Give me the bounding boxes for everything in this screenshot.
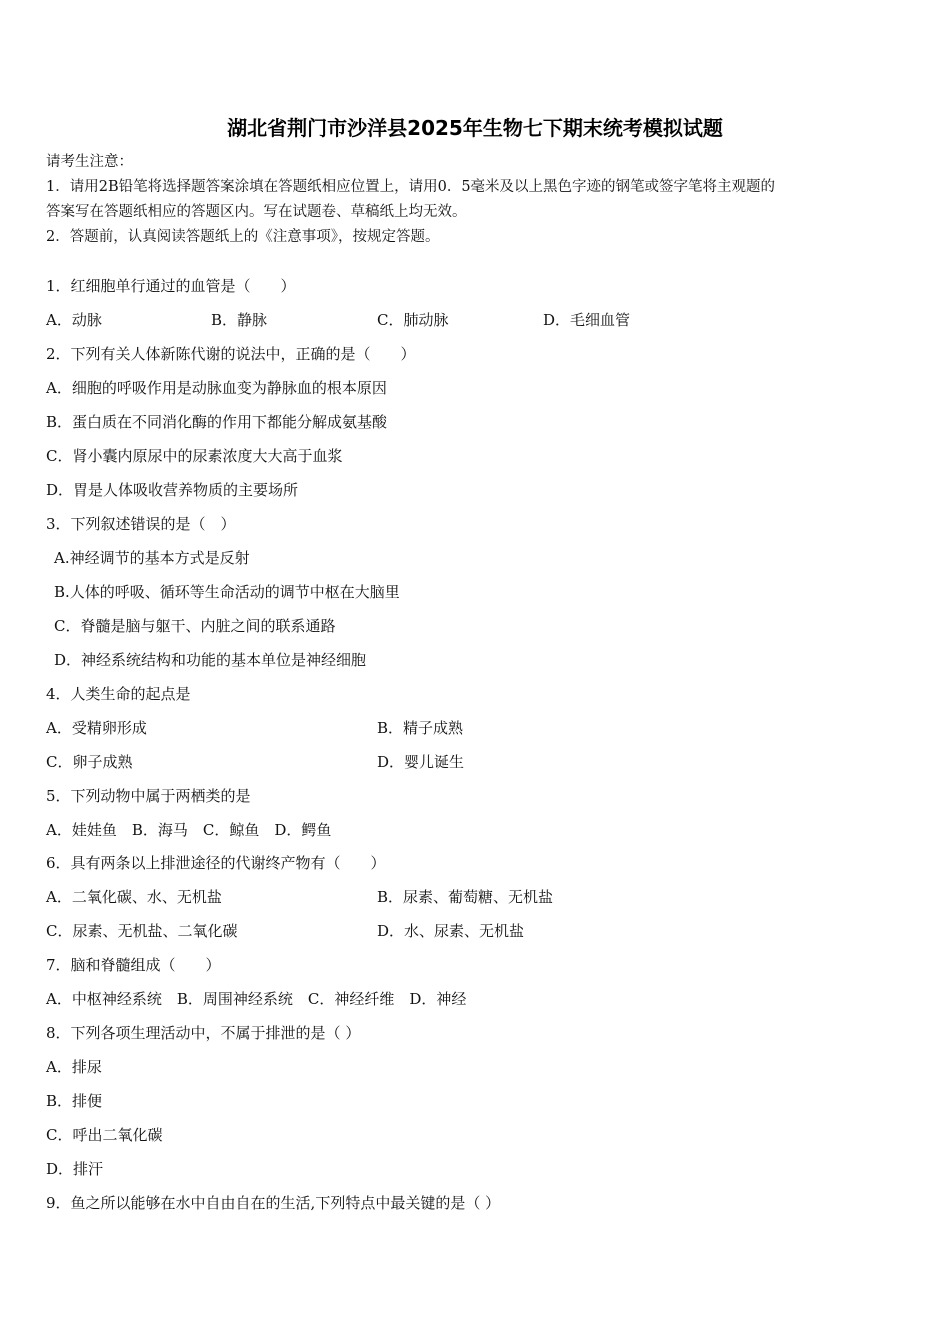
- question-4-option-c: C．卵子成熟: [46, 753, 133, 771]
- question-7-options: A．中枢神经系统 B．周围神经系统 C．神经纤维 D．神经: [46, 990, 467, 1008]
- question-6-option-b: B．尿素、葡萄糖、无机盐: [377, 888, 554, 906]
- question-9-stem: 9．鱼之所以能够在水中自由自在的生活,下列特点中最关键的是（ ）: [46, 1194, 501, 1212]
- question-8-option-d: D．排汗: [46, 1160, 104, 1178]
- question-2-option-a: A．细胞的呼吸作用是动脉血变为静脉血的根本原因: [46, 379, 387, 397]
- question-1-option-d: D．毛细血管: [543, 311, 631, 329]
- question-3-option-a: A.神经调节的基本方式是反射: [54, 549, 250, 567]
- question-4-option-a: A．受精卵形成: [46, 719, 147, 737]
- question-3-stem: 3．下列叙述错误的是（ ）: [46, 515, 236, 533]
- question-4-stem: 4．人类生命的起点是: [46, 685, 191, 703]
- notice-item-1-line-1: 1．请用2B铅笔将选择题答案涂填在答题纸相应位置上，请用0．5毫米及以上黑色字迹的钢笔或签字笔将主观题的: [46, 179, 776, 195]
- question-8-stem: 8．下列各项生理活动中，不属于排泄的是（ ）: [46, 1024, 361, 1042]
- question-6-option-c: C．尿素、无机盐、二氧化碳: [46, 922, 238, 940]
- notice-item-1-line-2: 答案写在答题纸相应的答题区内。写在试题卷、草稿纸上均无效。: [46, 204, 467, 220]
- question-8-option-b: B．排便: [46, 1092, 103, 1110]
- question-6-option-d: D．水、尿素、无机盐: [377, 922, 525, 940]
- question-3-option-d: D．神经系统结构和功能的基本单位是神经细胞: [54, 651, 367, 669]
- question-5-stem: 5．下列动物中属于两栖类的是: [46, 787, 251, 805]
- question-3-option-c: C．脊髓是脑与躯干、内脏之间的联系通路: [54, 617, 336, 635]
- question-1-option-a: A．动脉: [46, 311, 102, 329]
- question-6-option-a: A．二氧化碳、水、无机盐: [46, 888, 222, 906]
- question-2-option-d: D．胃是人体吸收营养物质的主要场所: [46, 481, 299, 499]
- question-1-option-c: C．肺动脉: [377, 311, 449, 329]
- question-2-stem: 2．下列有关人体新陈代谢的说法中，正确的是（ ）: [46, 345, 416, 363]
- question-4-option-b: B．精子成熟: [377, 719, 464, 737]
- question-3-option-b: B.人体的呼吸、循环等生命活动的调节中枢在大脑里: [54, 583, 400, 601]
- question-1-option-b: B．静脉: [211, 311, 268, 329]
- question-7-stem: 7．脑和脊髓组成（ ）: [46, 956, 221, 974]
- question-1-stem: 1．红细胞单行通过的血管是（ ）: [46, 277, 296, 295]
- question-2-option-c: C．肾小囊内原尿中的尿素浓度大大高于血浆: [46, 447, 343, 465]
- notice-heading: 请考生注意：: [46, 154, 133, 170]
- question-6-stem: 6．具有两条以上排泄途径的代谢终产物有（ ）: [46, 854, 386, 872]
- question-8-option-c: C．呼出二氧化碳: [46, 1126, 163, 1144]
- question-4-option-d: D．婴儿诞生: [377, 753, 465, 771]
- question-8-option-a: A．排尿: [46, 1058, 102, 1076]
- question-2-option-b: B．蛋白质在不同消化酶的作用下都能分解成氨基酸: [46, 413, 388, 431]
- page-title: 湖北省荆门市沙洋县2025年生物七下期末统考模拟试题: [227, 116, 723, 140]
- question-5-options: A．娃娃鱼 B．海马 C．鲸鱼 D．鳄鱼: [46, 821, 332, 839]
- notice-item-2: 2．答题前，认真阅读答题纸上的《注意事项》，按规定答题。: [46, 229, 440, 245]
